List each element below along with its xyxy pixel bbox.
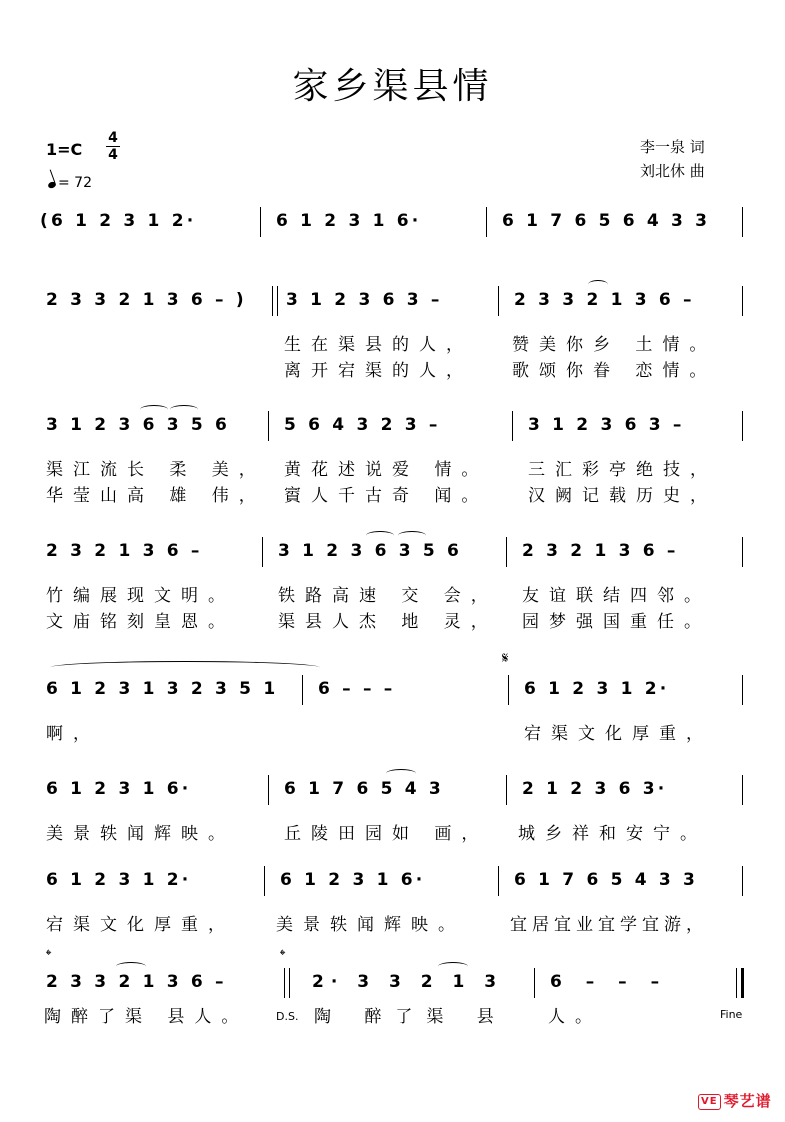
slur [366, 531, 394, 540]
score-system-4 [40, 537, 745, 657]
measure: 6 – – – [318, 679, 396, 699]
lyric-line-1: 城乡祥和安宁。 [518, 824, 707, 844]
measure: 6 1 7 6 5 6 4 3 3 [502, 211, 711, 231]
slur [386, 769, 416, 778]
slur [398, 531, 426, 540]
lyric-line-1: 生在渠县的人， [284, 335, 473, 355]
measure: 6 – – – [550, 972, 669, 992]
measure: 6 1 2 3 1 6· [276, 211, 422, 231]
ds-marking: D.S. [276, 1010, 299, 1023]
quarter-note-icon [47, 181, 57, 189]
lyric-line-1: 啊， [46, 724, 100, 744]
score-system-8 [40, 946, 745, 1088]
measure: 6 1 2 3 1 3 2 3 5 1 [46, 679, 279, 699]
measure: 2 3 2 1 3 6 – [522, 541, 679, 561]
measure: 2 3 3 2 1 3 6 – ) [46, 290, 247, 310]
measure: 6 1 2 3 1 6· [280, 870, 426, 890]
lyricist-credit: 李一泉 词 [640, 138, 705, 156]
lyric-line-1: 渠江流长 柔 美， [46, 460, 266, 480]
watermark: VE 琴艺谱 [698, 1090, 772, 1111]
measure: 3 1 2 3 6 3 – [286, 290, 443, 310]
measure: 6 1 2 3 1 2· [524, 679, 670, 699]
measure: 6 1 2 3 1 6· [46, 779, 192, 799]
lyric-line-1: 宕渠文化厚重， [524, 724, 713, 744]
slur [140, 405, 168, 414]
lyric-line-2: 歌颂你眷 恋情。 [512, 361, 717, 381]
measure: 2 3 3 2 1 3 6 – [46, 972, 227, 992]
lyric-line-2: 离开宕渠的人， [284, 361, 473, 381]
slur [50, 661, 320, 674]
lyric-line-1: 丘陵田园如 画， [284, 824, 489, 844]
slur [116, 962, 146, 971]
time-signature-top: 4 [108, 130, 118, 146]
slur [588, 280, 608, 289]
score-system-3 [40, 411, 745, 531]
lyric-line-1: 赞美你乡 土情。 [512, 335, 717, 355]
lyric-line-1: 美景轶闻辉映。 [46, 824, 235, 844]
key-signature: 1=C [46, 140, 83, 159]
lyric-line-1: 陶醉了渠 县人。 [44, 1007, 249, 1027]
lyric-line-1: 竹编展现文明。 [46, 586, 235, 606]
lyric-line-2: 賨人千古奇 闻。 [284, 486, 489, 506]
lyric-line-1: 宕渠文化厚重， [46, 915, 235, 935]
lyric-line-1: 友谊联结四邻。 [522, 586, 711, 606]
fine-marking: Fine [720, 1008, 743, 1021]
measure: (6 1 2 3 1 2· [40, 211, 197, 231]
measure: 3 1 2 3 6 3 5 6 [278, 541, 463, 561]
lyric-line-1: 陶 醉了渠 县 [314, 1007, 508, 1027]
time-signature-bottom: 4 [108, 147, 118, 163]
measure: 6 1 7 6 5 4 3 3 [514, 870, 699, 890]
score-system-2 [40, 286, 745, 406]
measure: 3 1 2 3 6 3 5 6 [46, 415, 231, 435]
measure: 2 3 3 2 1 3 6 – [514, 290, 695, 310]
lyric-line-1: 铁路高速 交 会， [278, 586, 498, 606]
coda-icon: 𝄌 [280, 946, 286, 964]
tempo-value: = 72 [58, 175, 92, 191]
lyric-line-1: 三汇彩亭绝技， [528, 460, 717, 480]
segno-icon: 𝄋 [502, 649, 509, 667]
slur [170, 405, 198, 414]
slur [438, 962, 468, 971]
measure: 2· 3 3 2 1 3 [312, 972, 504, 992]
lyric-line-1: 宜居宜业宜学宜游， [510, 915, 708, 935]
lyric-line-2: 华莹山高 雄 伟， [46, 486, 266, 506]
logo-icon: VE [698, 1094, 721, 1110]
composer-credit: 刘北休 曲 [640, 162, 705, 180]
lyric-line-2: 汉阙记载历史， [528, 486, 717, 506]
measure: 2 1 2 3 6 3· [522, 779, 668, 799]
tempo-marking [48, 175, 92, 191]
lyric-line-1: 黄花述说爱 情。 [284, 460, 489, 480]
measure: 6 1 2 3 1 2· [46, 870, 192, 890]
lyric-line-1: 美景轶闻辉映。 [276, 915, 465, 935]
coda-icon: 𝄌 [46, 946, 52, 964]
lyric-line-2: 渠县人杰 地 灵， [278, 612, 498, 632]
measure: 6 1 7 6 5 4 3 [284, 779, 444, 799]
song-title: 家乡渠县情 [292, 66, 493, 107]
measure: 2 3 2 1 3 6 – [46, 541, 203, 561]
measure: 3 1 2 3 6 3 – [528, 415, 685, 435]
lyric-line-2: 文庙铭刻皇恩。 [46, 612, 235, 632]
lyric-line-1: 人。 [548, 1007, 602, 1027]
time-signature [104, 130, 122, 163]
measure: 5 6 4 3 2 3 – [284, 415, 441, 435]
lyric-line-2: 园梦强国重任。 [522, 612, 711, 632]
